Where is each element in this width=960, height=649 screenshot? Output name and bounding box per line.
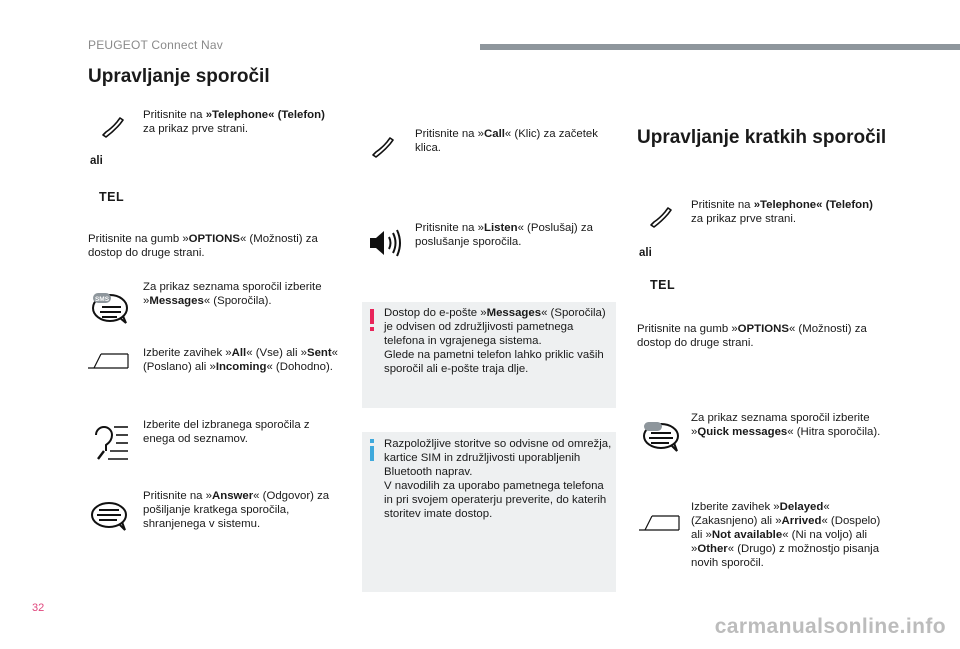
watermark: carmanualsonline.info <box>714 615 946 638</box>
header-bar <box>480 44 960 50</box>
call-text: Pritisnite na »Call« (Klic) za začetek klica. <box>415 128 598 154</box>
tel-button-label-right: TEL <box>650 278 676 292</box>
listen-text: Pritisnite na »Listen« (Poslušaj) za poslušanje sporočila. <box>415 222 593 248</box>
warning-box <box>362 302 616 408</box>
select-text: Izberite del izbranega sporočila z enega od seznamov. <box>143 419 310 445</box>
warning-mark-icon <box>370 309 374 324</box>
section-heading-short-messages: Upravljanje kratkih sporočil <box>637 127 887 148</box>
phone-icon <box>100 113 126 139</box>
warning-mark-dot <box>370 327 374 331</box>
tab-selector-icon-right <box>637 513 681 533</box>
tabs-text: Izberite zavihek »All« (Vse) ali »Sent« (Poslano) ali »Incoming« (Dohodno). <box>143 347 339 373</box>
info-mark-dot <box>370 439 374 443</box>
answer-text: Pritisnite na »Answer« (Odgovor) za pošiljanje kratkega sporočila, shranjenega v sistemu. <box>143 490 330 530</box>
step-telephone-text-right: Pritisnite na »Telephone« (Telefon) za prikaz prve strani. <box>691 199 873 225</box>
warning-text: Dostop do e-pošte »Messages« (Sporočila) je odvisen od združljivosti pametnega telefona in vgrajenega sistema. Glede na pametni telefon lahko priklic vaših sporočil ali e-pošte traja dlje. <box>384 307 606 375</box>
info-box <box>362 432 616 592</box>
options-text-right: Pritisnite na gumb »OPTIONS« (Možnosti) za dostop do druge strani. <box>637 323 867 349</box>
page-number: 32 <box>32 602 45 614</box>
manual-header-title: PEUGEOT Connect Nav <box>88 38 223 52</box>
speaker-icon <box>368 228 404 258</box>
sms-icon-label: SMS <box>94 296 110 303</box>
sms-messages-icon <box>90 291 130 325</box>
tabs-text-right: Izberite zavihek »Delayed« (Zakasnjeno) ali »Arrived« (Dospelo) ali »Not available« (Ni na voljo) ali »Other« (Drugo) z možnostjo pisanja novih sporočil. <box>691 501 881 569</box>
or-label: ali <box>90 155 103 167</box>
phone-icon-right <box>648 203 674 229</box>
options-text: Pritisnite na gumb »OPTIONS« (Možnosti) za dostop do druge strani. <box>88 233 318 259</box>
or-label-right: ali <box>639 247 652 259</box>
tel-button-label: TEL <box>99 190 125 204</box>
select-list-icon <box>92 421 130 461</box>
info-mark-icon <box>370 446 374 461</box>
call-phone-icon <box>370 133 396 159</box>
messages-text: Za prikaz seznama sporočil izberite »Messages« (Sporočila). <box>143 281 322 307</box>
quick-messages-icon <box>641 421 681 453</box>
quick-messages-text: Za prikaz seznama sporočil izberite »Quick messages« (Hitra sporočila). <box>691 412 881 438</box>
tab-selector-icon <box>86 351 130 371</box>
info-text: Razpoložljive storitve so odvisne od omrežja, kartice SIM in združljivosti uporabljenih Bluetooth naprav. V navodilih za uporabo pametnega telefona in pri svojem operaterju preverite, do katerih storitev imate dostop. <box>384 438 612 520</box>
answer-message-icon <box>89 500 129 532</box>
section-heading-messages: Upravljanje sporočil <box>88 66 270 87</box>
step-telephone-text: Pritisnite na »Telephone« (Telefon) za prikaz prve strani. <box>143 109 325 135</box>
